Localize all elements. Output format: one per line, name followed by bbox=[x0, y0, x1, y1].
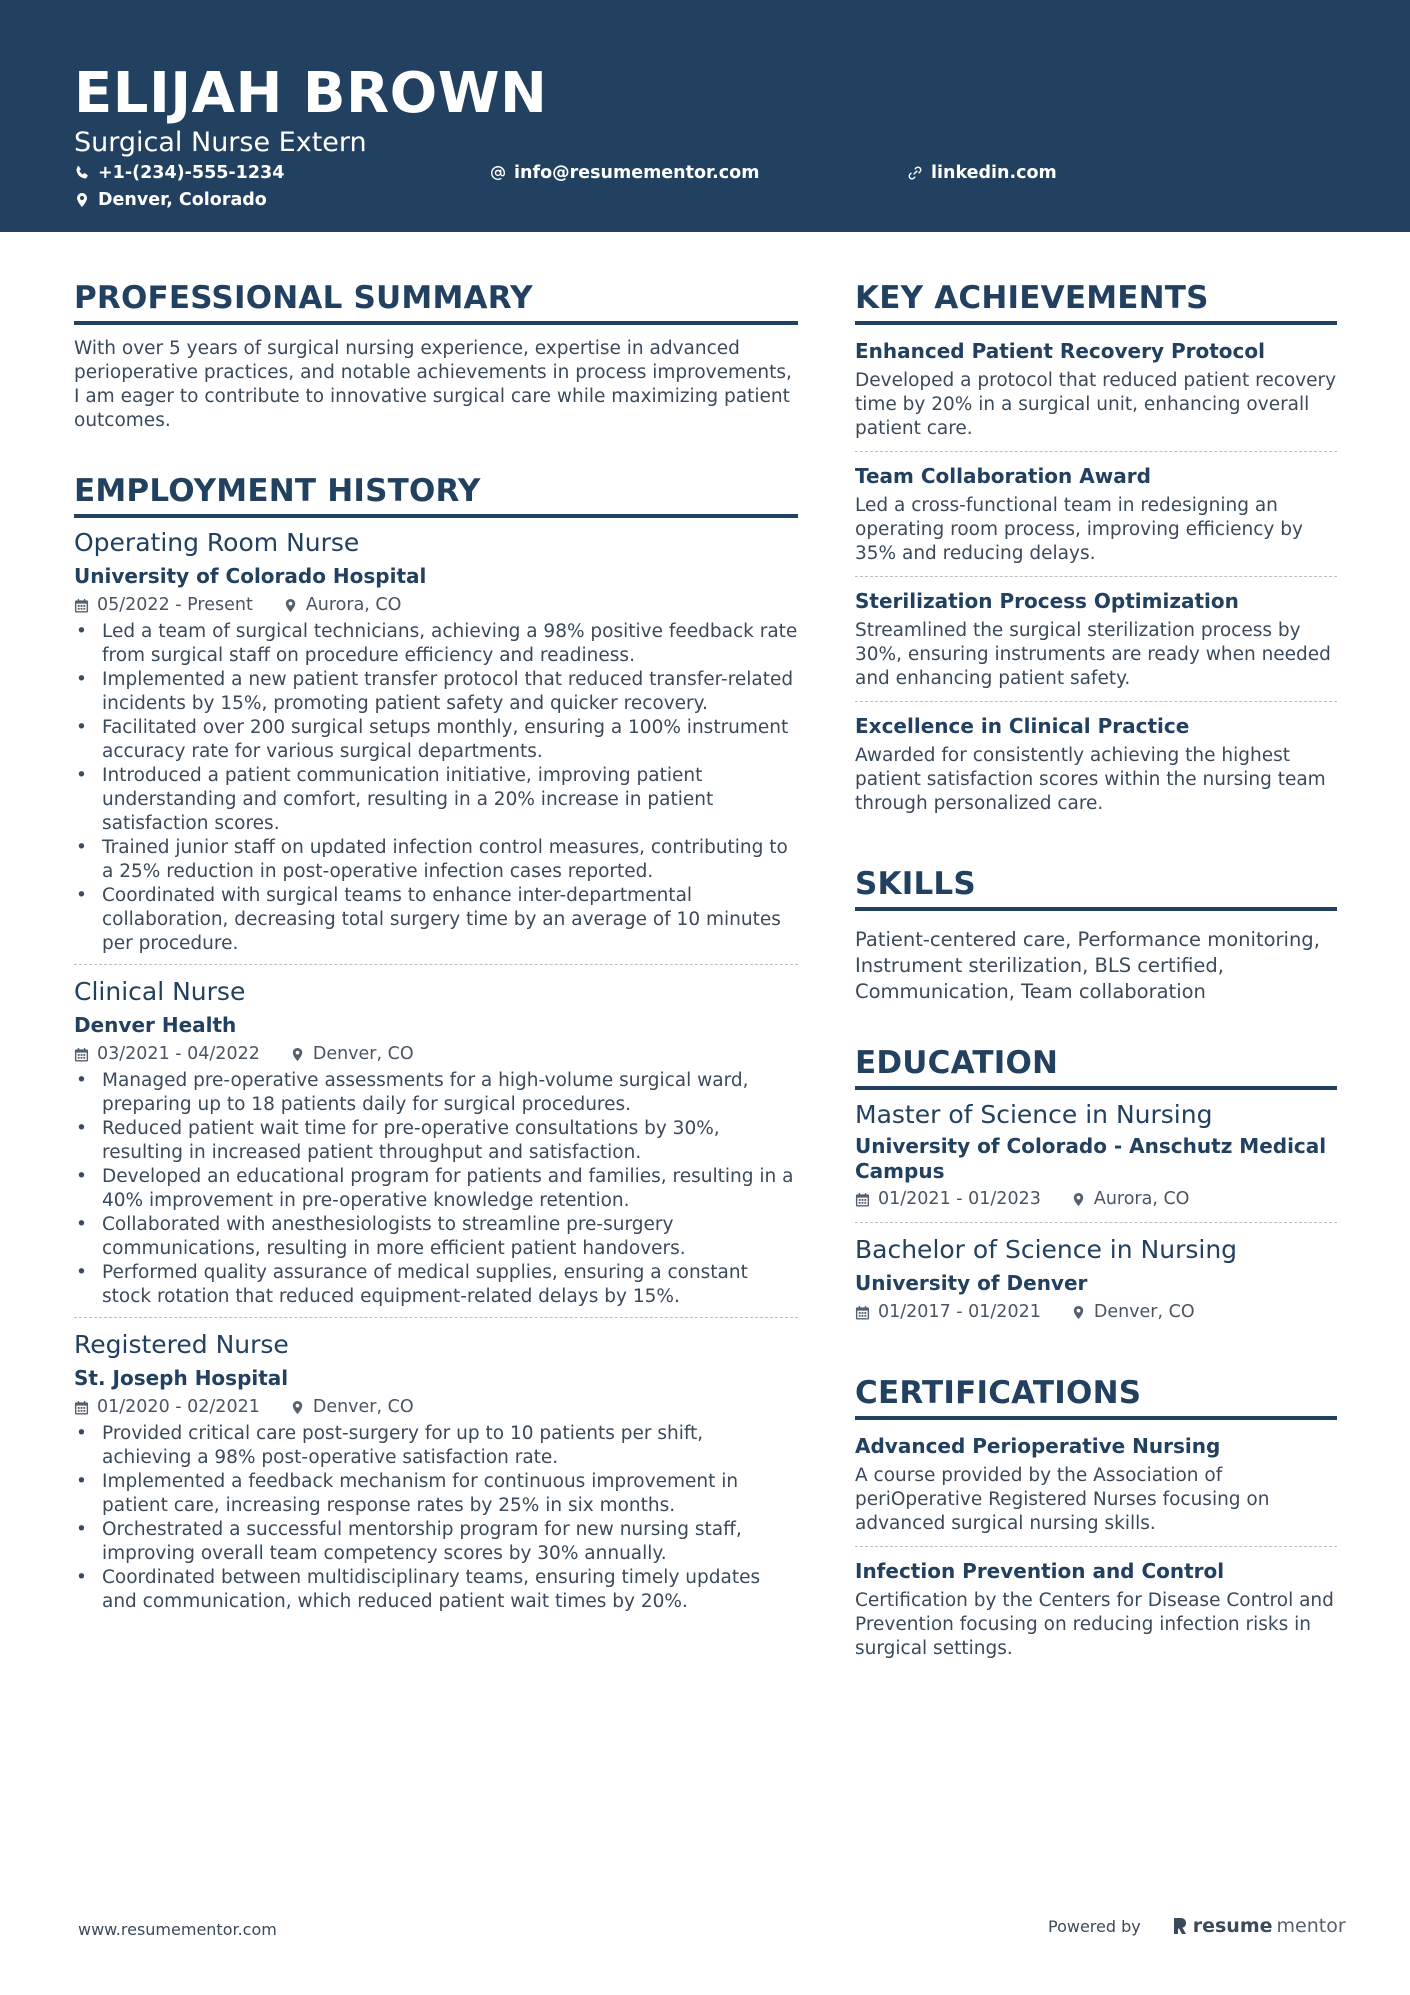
certification-text: A course provided by the Association of periOperative Registered Nurses focusing on advanced surgical nursing skills. bbox=[855, 1465, 1270, 1534]
website-text: linkedin.com bbox=[931, 163, 1057, 183]
job-dates bbox=[74, 1041, 260, 1067]
job-title: Clinical Nurse bbox=[74, 977, 246, 1006]
job-bullet: • Introduced a patient communication initiative, improving patient understanding and comfort, resulting in a 20% increase in patient satisfaction scores. bbox=[74, 764, 798, 836]
location-pin-icon bbox=[1071, 1192, 1086, 1207]
employment-heading: EMPLOYMENT HISTORY bbox=[74, 471, 798, 518]
job-bullet: • Coordinated between multidisciplinary teams, ensuring timely updates and communication, which reduced patient wait times by 20%. bbox=[74, 1566, 798, 1614]
education-section bbox=[855, 1043, 1337, 1335]
job-bullets bbox=[74, 620, 798, 956]
education-heading: EDUCATION bbox=[855, 1043, 1337, 1090]
location-pin-icon bbox=[74, 192, 90, 208]
achievements-heading: KEY ACHIEVEMENTS bbox=[855, 278, 1337, 325]
location-pin-icon bbox=[1071, 1305, 1086, 1320]
education-dates bbox=[855, 1299, 1041, 1325]
at-icon bbox=[490, 165, 506, 181]
job-entry bbox=[74, 1328, 798, 1622]
resume-header bbox=[0, 0, 1410, 232]
education-dates-text: 01/2021 - 01/2023 bbox=[878, 1189, 1041, 1209]
link-icon bbox=[907, 165, 923, 181]
employer-name: Denver Health bbox=[74, 1013, 237, 1037]
brand-name-bold: resume bbox=[1192, 1915, 1273, 1937]
job-bullet: • Implemented a feedback mechanism for continuous improvement in patient care, increasing response rates by 25% in six months. bbox=[74, 1470, 798, 1518]
job-location bbox=[290, 1041, 414, 1067]
achievement-title: Sterilization Process Optimization bbox=[855, 589, 1239, 613]
job-bullet: • Implemented a new patient transfer protocol that reduced transfer-related incidents by 15%, promoting patient safety and quicker recovery. bbox=[74, 668, 798, 716]
education-item bbox=[855, 1098, 1337, 1223]
job-bullet: • Collaborated with anesthesiologists to streamline pre-surgery communications, resulting in more efficient patient handovers. bbox=[74, 1213, 798, 1261]
achievement-title: Enhanced Patient Recovery Protocol bbox=[855, 339, 1265, 363]
brand-logo[interactable] bbox=[1171, 1915, 1346, 1937]
skills-text: Patient-centered care, Performance monitoring, Instrument sterilization, BLS certified, Communication, Team collaboration bbox=[855, 928, 1320, 1003]
job-bullet: • Facilitated over 200 surgical setups monthly, ensuring a 100% instrument accuracy rate for various surgical departments. bbox=[74, 716, 798, 764]
job-bullet: • Coordinated with surgical teams to enhance inter-departmental collaboration, decreasing total surgery time by an average of 10 minutes per procedure. bbox=[74, 884, 798, 956]
job-title: Registered Nurse bbox=[74, 1330, 289, 1359]
education-dates bbox=[855, 1186, 1041, 1212]
candidate-title: Surgical Nurse Extern bbox=[74, 127, 367, 158]
education-location bbox=[1071, 1186, 1190, 1212]
footer-website[interactable]: www.resumementor.com bbox=[78, 1920, 277, 1939]
contact-phone[interactable] bbox=[74, 161, 284, 185]
achievement-title: Team Collaboration Award bbox=[855, 464, 1151, 488]
certification-title: Advanced Perioperative Nursing bbox=[855, 1434, 1221, 1458]
school-name: University of Colorado - Anschutz Medical Campus bbox=[855, 1134, 1327, 1183]
job-dates-text: 05/2022 - Present bbox=[97, 595, 253, 615]
achievement-item bbox=[855, 587, 1337, 702]
contact-location bbox=[74, 188, 267, 212]
achievement-text: Led a cross-functional team in redesigning an operating room process, improving efficiency by 35% and reducing delays. bbox=[855, 495, 1303, 564]
job-meta bbox=[74, 1394, 798, 1420]
job-bullet: • Orchestrated a successful mentorship program for new nursing staff, improving overall team competency scores by 30% annually. bbox=[74, 1518, 798, 1566]
powered-by-label: Powered by bbox=[1048, 1916, 1141, 1936]
education-location bbox=[1071, 1299, 1195, 1325]
job-dates bbox=[74, 1394, 260, 1420]
certification-item bbox=[855, 1557, 1337, 1671]
certifications-section bbox=[855, 1373, 1337, 1671]
achievement-title: Excellence in Clinical Practice bbox=[855, 714, 1190, 738]
brand-mark-icon bbox=[1171, 1916, 1189, 1936]
location-pin-icon bbox=[290, 1400, 305, 1415]
summary-section bbox=[74, 278, 798, 433]
job-title: Operating Room Nurse bbox=[74, 528, 360, 557]
education-meta bbox=[855, 1186, 1337, 1212]
certifications-heading: CERTIFICATIONS bbox=[855, 1373, 1337, 1420]
achievement-item bbox=[855, 462, 1337, 577]
job-entry bbox=[74, 526, 798, 965]
brand-name-thin: mentor bbox=[1276, 1915, 1346, 1937]
left-column bbox=[74, 278, 798, 1632]
job-dates-text: 01/2020 - 02/2021 bbox=[97, 1397, 260, 1417]
phone-icon bbox=[74, 165, 90, 181]
skills-section bbox=[855, 864, 1337, 1005]
education-meta bbox=[855, 1299, 1337, 1325]
footer-branding bbox=[1048, 1915, 1346, 1937]
education-location-text: Denver, CO bbox=[1093, 1302, 1195, 1322]
job-bullets bbox=[74, 1069, 798, 1309]
location-pin-icon bbox=[290, 1047, 305, 1062]
job-bullet: • Led a team of surgical technicians, achieving a 98% positive feedback rate from surgical staff on procedure efficiency and readiness. bbox=[74, 620, 798, 668]
job-bullet: • Reduced patient wait time for pre-operative consultations by 30%, resulting in increased patient throughput and satisfaction. bbox=[74, 1117, 798, 1165]
job-location-text: Denver, CO bbox=[312, 1044, 414, 1064]
job-dates-text: 03/2021 - 04/2022 bbox=[97, 1044, 260, 1064]
job-location bbox=[290, 1394, 414, 1420]
certification-item bbox=[855, 1432, 1337, 1547]
candidate-name: ELIJAH BROWN bbox=[74, 61, 548, 126]
job-bullet: • Provided critical care post-surgery for up to 10 patients per shift, achieving a 98% post-operative satisfaction rate. bbox=[74, 1422, 798, 1470]
job-bullet: • Developed an educational program for patients and families, resulting in a 40% improvement in pre-operative knowledge retention. bbox=[74, 1165, 798, 1213]
job-bullet: • Trained junior staff on updated infection control measures, contributing to a 25% reduction in post-operative infection cases reported. bbox=[74, 836, 798, 884]
job-bullets bbox=[74, 1422, 798, 1614]
job-location bbox=[283, 592, 402, 618]
degree-title: Bachelor of Science in Nursing bbox=[855, 1235, 1238, 1264]
achievement-text: Streamlined the surgical sterilization process by 30%, ensuring instruments are ready when needed and enhancing patient safety. bbox=[855, 620, 1331, 689]
job-bullet: • Performed quality assurance of medical supplies, ensuring a constant stock rotation that reduced equipment-related delays by 15%. bbox=[74, 1261, 798, 1309]
job-location-text: Aurora, CO bbox=[305, 595, 402, 615]
job-location-text: Denver, CO bbox=[312, 1397, 414, 1417]
contact-website[interactable] bbox=[907, 161, 1057, 185]
phone-text: +1-(234)-555-1234 bbox=[98, 163, 285, 183]
calendar-icon bbox=[855, 1192, 870, 1207]
education-item bbox=[855, 1233, 1337, 1335]
location-text: Denver, Colorado bbox=[98, 190, 267, 210]
contact-email[interactable] bbox=[490, 161, 759, 185]
calendar-icon bbox=[855, 1305, 870, 1320]
calendar-icon bbox=[74, 1047, 89, 1062]
education-dates-text: 01/2017 - 01/2021 bbox=[878, 1302, 1041, 1322]
skills-heading: SKILLS bbox=[855, 864, 1337, 911]
achievement-text: Developed a protocol that reduced patient recovery time by 20% in a surgical unit, enhancing overall patient care. bbox=[855, 370, 1337, 439]
summary-heading: PROFESSIONAL SUMMARY bbox=[74, 278, 798, 325]
certification-text: Certification by the Centers for Disease Control and Prevention focusing on reducing infection risks in surgical settings. bbox=[855, 1590, 1334, 1659]
certification-title: Infection Prevention and Control bbox=[855, 1559, 1225, 1583]
achievements-section bbox=[855, 278, 1337, 826]
location-pin-icon bbox=[283, 598, 298, 613]
job-meta bbox=[74, 1041, 798, 1067]
employment-section bbox=[74, 471, 798, 1622]
degree-title: Master of Science in Nursing bbox=[855, 1100, 1213, 1129]
email-text: info@resumementor.com bbox=[514, 163, 760, 183]
right-column bbox=[855, 278, 1337, 1709]
achievement-text: Awarded for consistently achieving the highest patient satisfaction scores within the nursing team through personalized care. bbox=[855, 745, 1326, 814]
school-name: University of Denver bbox=[855, 1271, 1088, 1295]
summary-text: With over 5 years of surgical nursing experience, expertise in advanced perioperative practices, and notable achievements in process improvements, I am eager to contribute to innovative surgical care while maximizing patient outcomes. bbox=[74, 338, 792, 431]
achievement-item bbox=[855, 337, 1337, 452]
employer-name: University of Colorado Hospital bbox=[74, 564, 427, 588]
job-meta bbox=[74, 592, 798, 618]
education-location-text: Aurora, CO bbox=[1093, 1189, 1190, 1209]
achievement-item bbox=[855, 712, 1337, 826]
job-bullet: • Managed pre-operative assessments for a high-volume surgical ward, preparing up to 18 patients daily for surgical procedures. bbox=[74, 1069, 798, 1117]
job-dates bbox=[74, 592, 253, 618]
employer-name: St. Joseph Hospital bbox=[74, 1366, 289, 1390]
calendar-icon bbox=[74, 1400, 89, 1415]
job-entry bbox=[74, 975, 798, 1318]
calendar-icon bbox=[74, 598, 89, 613]
